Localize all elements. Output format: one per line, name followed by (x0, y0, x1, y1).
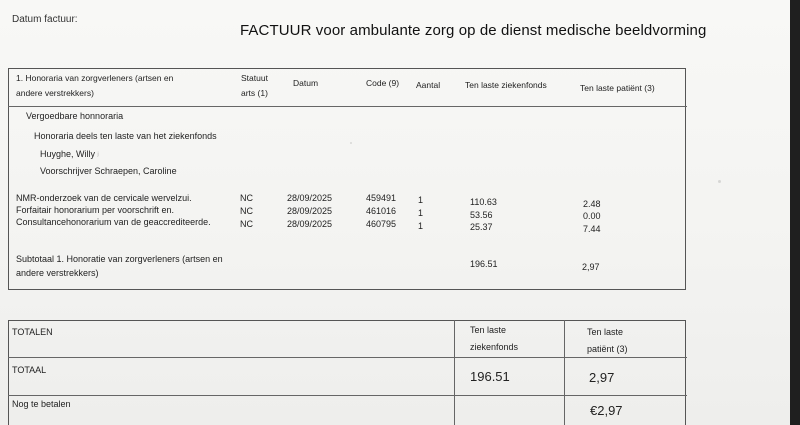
nog-te-betalen-amount: €2,97 (590, 403, 623, 418)
row-patient: 2.48 (583, 199, 601, 209)
totals-header-patient (587, 324, 628, 358)
invoice-title: FACTUUR voor ambulante zorg op de dienst medische beeldvorming (240, 22, 707, 39)
row-statuut: NC (240, 206, 253, 216)
col-header-aantal: Aantal (416, 80, 441, 90)
col-header-patient: Ten laste patiënt (3) (580, 83, 655, 93)
row-statuut: NC (240, 219, 253, 229)
scan-speck (718, 180, 721, 183)
totaal-patient: 2,97 (589, 370, 615, 385)
header-divider (8, 106, 687, 107)
scan-speck (350, 142, 352, 144)
totaal-ziekenfonds: 196.51 (470, 369, 510, 384)
row-description: NMR-onderzoek van de cervicale wervelzui. (16, 193, 192, 203)
totaal-label: TOTAAL (12, 365, 47, 375)
provider-name-text: Huyghe, Willy (40, 149, 96, 159)
col-header-ziekenfonds: Ten laste ziekenfonds (465, 80, 547, 90)
subtotal-patient: 2,97 (582, 262, 600, 272)
col-header-description-line2: andere verstrekkers) (16, 88, 94, 98)
col-header-statuut-line1: Statuut (241, 73, 268, 83)
totals-header-ziekenfonds-line1: Ten laste (470, 325, 507, 335)
col-header-description-line1: 1. Honoraria van zorgverleners (artsen en (16, 73, 174, 83)
col-header-code: Code (9) (366, 78, 400, 88)
provider-name (40, 149, 99, 159)
footnote-mark-icon: ʲ (97, 152, 99, 159)
col-header-statuut (241, 72, 268, 99)
date-label: Datum factuur: (12, 14, 78, 25)
row-code: 459491 (366, 193, 397, 203)
row-patient: 7.44 (583, 224, 601, 234)
subtotal-ziekenfonds: 196.51 (470, 259, 498, 269)
totals-divider-2 (564, 320, 565, 425)
totals-header-ziekenfonds-line2: ziekenfonds (470, 342, 519, 352)
row-aantal: 1 (418, 195, 424, 205)
prescriber-label: Voorschrijver Schraepen, Caroline (40, 166, 177, 176)
row-description: Forfaitair honorarium per voorschrift en. (16, 205, 175, 215)
row-ziekenfonds: 53.56 (470, 210, 493, 220)
totalen-label: TOTALEN (12, 327, 53, 337)
subtotal-label-line1: Subtotaal 1. Honoratie van zorgverleners (artsen en (16, 254, 223, 264)
row-aantal: 1 (418, 221, 424, 231)
vergoedbare-label: Vergoedbare honnoraria (26, 111, 124, 121)
totals-table (8, 320, 686, 425)
col-header-statuut-line2: arts (1) (241, 88, 268, 98)
row-datum: 28/09/2025 (287, 193, 333, 203)
row-aantal: 1 (418, 208, 424, 218)
row-ziekenfonds: 110.63 (470, 197, 497, 207)
totals-header-divider (8, 357, 687, 358)
row-ziekenfonds: 25.37 (470, 222, 493, 232)
honoraria-deels-label: Honoraria deels ten laste van het ziekenfonds (34, 131, 217, 141)
totals-divider-1 (454, 320, 455, 425)
totals-header-ziekenfonds (470, 322, 518, 356)
subtotal-label (16, 252, 223, 280)
subtotal-label-line2: andere verstrekkers) (16, 268, 99, 278)
totals-header-patient-line1: Ten laste (587, 327, 624, 337)
row-code: 461016 (366, 206, 397, 216)
nog-te-betalen-label: Nog te betalen (12, 399, 71, 409)
row-statuut: NC (240, 193, 253, 203)
totals-row-divider (8, 395, 687, 396)
row-code: 460795 (366, 219, 397, 229)
col-header-description (16, 72, 173, 99)
row-patient: 0.00 (583, 211, 601, 221)
scan-edge (790, 0, 800, 425)
row-datum: 28/09/2025 (287, 206, 333, 216)
row-description: Consultancehonorarium van de geaccrediteerde. (16, 217, 211, 227)
row-datum: 28/09/2025 (287, 219, 333, 229)
col-header-datum: Datum (293, 78, 319, 88)
totals-header-patient-line2: patiënt (3) (587, 344, 628, 354)
